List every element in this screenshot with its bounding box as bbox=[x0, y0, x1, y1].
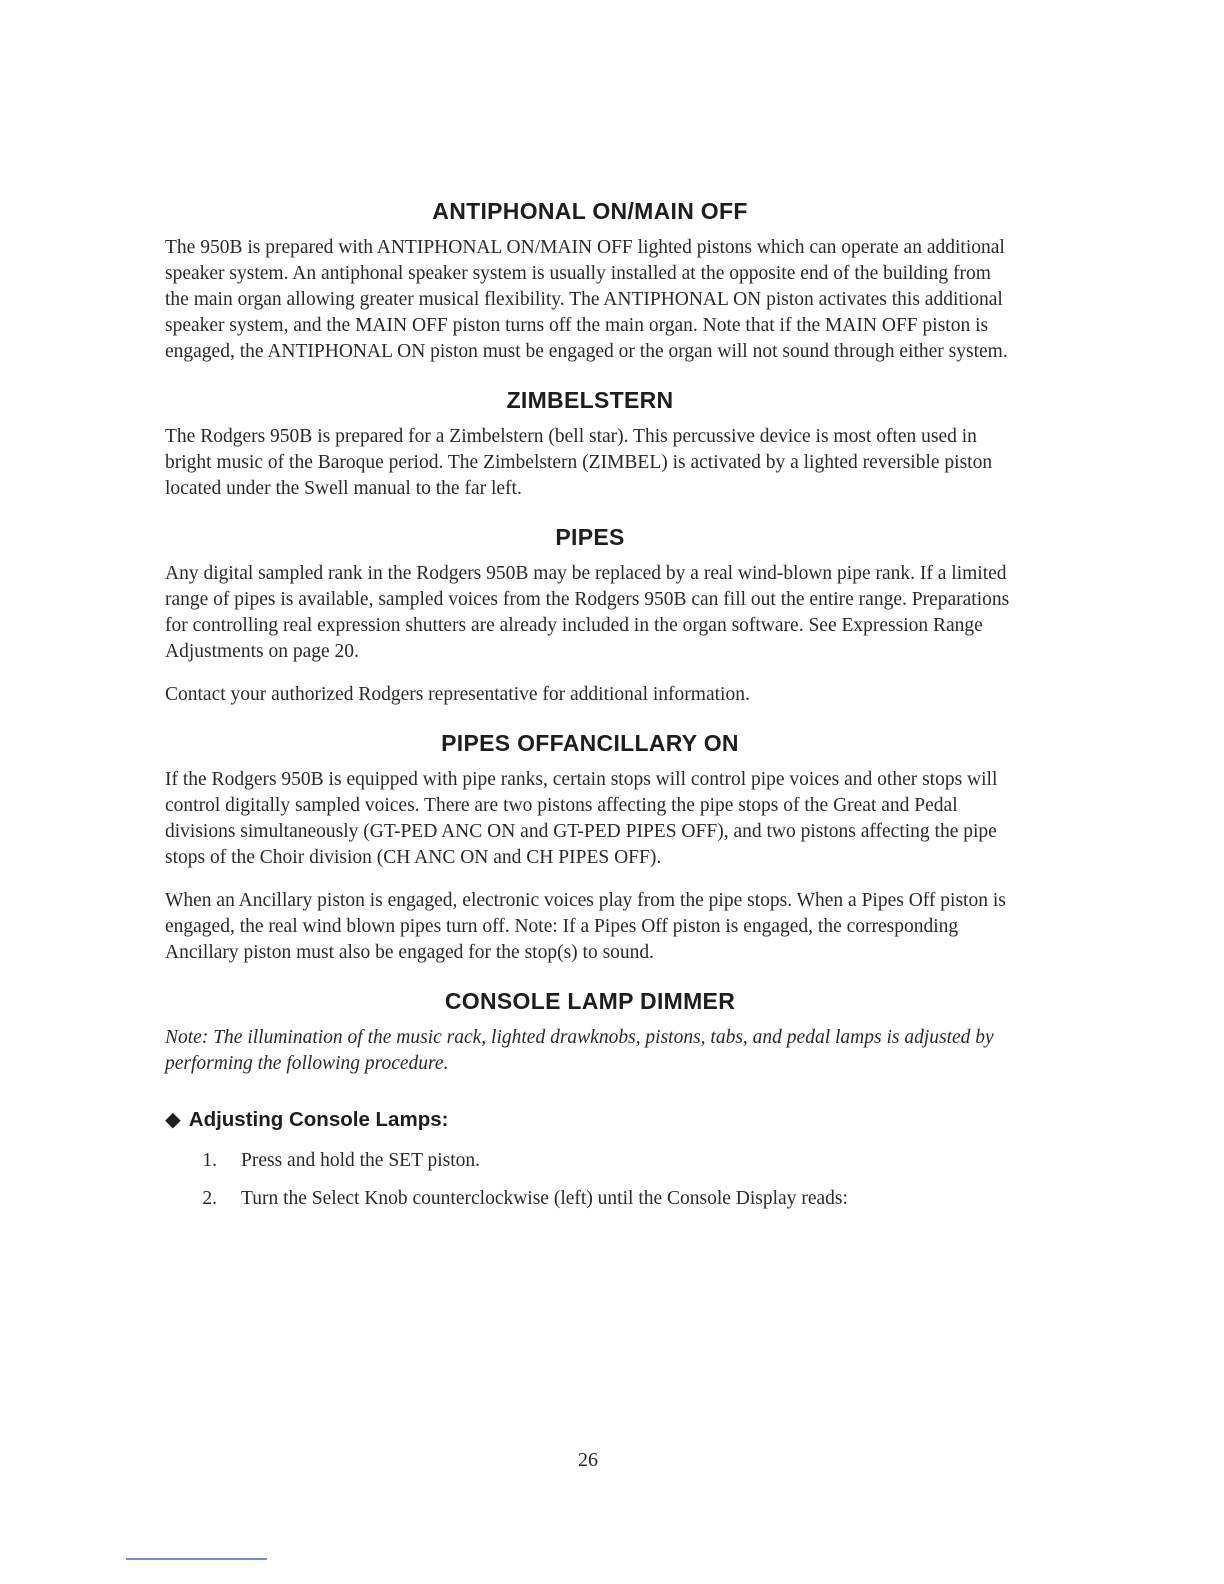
footer-divider bbox=[126, 1558, 267, 1560]
section-pipes bbox=[165, 524, 1015, 708]
paragraph-pipes: Any digital sampled rank in the Rodgers 950B may be replaced by a real wind-blown pipe rank. If a limited range of pipes is available, sampled voices from the Rodgers 950B can fill out the entire range. Preparations for controlling real expression shutters are already included in the organ software. See Expression Range Adjustments on page 20. bbox=[165, 563, 1010, 662]
diamond-bullet-icon: ◆ bbox=[165, 1108, 181, 1131]
paragraph-pipes-off-2: When an Ancillary piston is engaged, electronic voices play from the pipe stops. When a Pipes Off piston is engaged, the real wind blown pipes turn off. Note: If a Pipes Off piston is engaged, the corresponding Ancillary piston must also be engaged for the stop(s) to sound. bbox=[165, 890, 1006, 963]
list-item bbox=[165, 1148, 1015, 1174]
section-antiphonal bbox=[165, 198, 1015, 365]
step-number: 2. bbox=[202, 1188, 217, 1209]
subhead-adjusting-lamps bbox=[165, 1107, 1015, 1132]
section-zimbelstern bbox=[165, 387, 1015, 502]
paragraph-contact: Contact your authorized Rodgers representative for additional information. bbox=[165, 684, 750, 705]
heading-pipes: PIPES bbox=[555, 524, 625, 550]
paragraph-zimbelstern: The Rodgers 950B is prepared for a Zimbelstern (bell star). This percussive device is most often used in bright music of the Baroque period. The Zimbelstern (ZIMBEL) is activated by a lighted reversible piston located under the Swell manual to the far left. bbox=[165, 426, 993, 499]
heading-zimbelstern: ZIMBELSTERN bbox=[506, 387, 674, 413]
subhead-label: Adjusting Console Lamps: bbox=[188, 1108, 449, 1131]
step-text: Press and hold the SET piston. bbox=[241, 1150, 481, 1171]
note-dimmer: Note: The illumination of the music rack, lighted drawknobs, pistons, tabs, and pedal lamps is adjusted by performing the following procedure. bbox=[165, 1027, 994, 1074]
section-pipes-off bbox=[165, 730, 1015, 966]
steps-list bbox=[165, 1148, 1015, 1212]
page-number: 26 bbox=[578, 1449, 598, 1471]
heading-dimmer: CONSOLE LAMP DIMMER bbox=[444, 988, 736, 1014]
step-number: 1. bbox=[202, 1150, 217, 1171]
step-text: Turn the Select Knob counterclockwise (left) until the Console Display reads: bbox=[241, 1188, 848, 1209]
paragraph-pipes-off-1: If the Rodgers 950B is equipped with pipe ranks, certain stops will control pipe voices and other stops will control digitally sampled voices. There are two pistons affecting the pipe stops of the Great and Pedal divisions simultaneously (GT-PED ANC ON and GT-PED PIPES OFF), and two pistons affecting the pipe stops of the Choir division (CH ANC ON and CH PIPES OFF). bbox=[165, 769, 998, 868]
page-content bbox=[165, 198, 1015, 1234]
heading-pipes-off: PIPES OFFANCILLARY ON bbox=[441, 730, 739, 756]
list-item bbox=[165, 1186, 1015, 1212]
section-dimmer bbox=[165, 988, 1015, 1212]
heading-antiphonal: ANTIPHONAL ON/MAIN OFF bbox=[432, 198, 748, 224]
paragraph-antiphonal: The 950B is prepared with ANTIPHONAL ON/MAIN OFF lighted pistons which can operate an additional speaker system. An antiphonal speaker system is usually installed at the opposite end of the building from the main organ allowing greater musical flexibility. The ANTIPHONAL ON piston activates this additional speaker system, and the MAIN OFF piston turns off the main organ. Note that if the MAIN OFF piston is engaged, the ANTIPHONAL ON piston must be engaged or the organ will not sound through either system. bbox=[165, 237, 1008, 362]
